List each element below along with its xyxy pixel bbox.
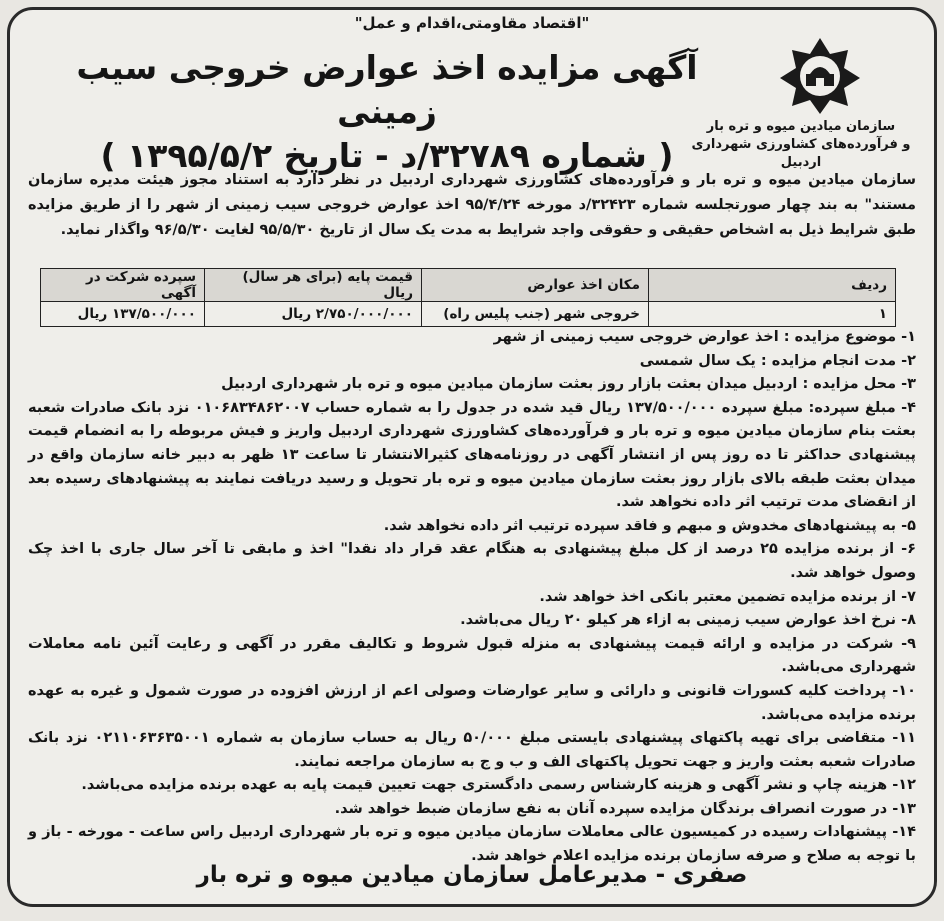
table-cell: ۲/۷۵۰/۰۰۰/۰۰۰ ریال xyxy=(205,302,422,327)
org-line-1: سازمان میادین میوه و تره بار xyxy=(706,119,896,134)
condition-item: ۱- موضوع مزایده : اخذ عوارض خروجی سیب زمینی از شهر xyxy=(493,329,916,345)
org-line-2: و فرآورده‌های کشاورزی شهرداری اردبیل xyxy=(691,137,911,170)
condition-item: ۲- مدت انجام مزایده : یک سال شمسی xyxy=(639,352,916,369)
table-cell: خروجی شهر (جنب پلیس راه) xyxy=(422,302,649,327)
organization-name xyxy=(686,118,916,172)
condition-item: ۱۴- پیشنهادات رسیده در کمیسیون عالی معاملات سازمان میادین میوه و تره بار شهرداری اردبیل راس ساعت - مورخه - باز و با توجه به صلاح و صرفه سازمان برنده مزایده اعلام خواهد شد. xyxy=(28,824,916,865)
condition-item: ۵- به پیشنهادهای مخدوش و مبهم و فاقد سپرده ترتیب اثر داده نخواهد شد. xyxy=(383,517,916,534)
condition-item: ۱۰- پرداخت کلیه کسورات قانونی و دارائی و سایر عوارضات وصولی اعم از ارزش افزوده در صورت شمول و غیره به عهده برنده مزایده می‌باشد. xyxy=(28,682,916,723)
city-emblem-icon xyxy=(776,36,864,116)
condition-item: ۷- از برنده مزایده تضمین معتبر بانکی اخذ خواهد شد. xyxy=(539,588,916,605)
table-header-row xyxy=(41,269,896,302)
slogan: "اقتصاد مقاومتی،اقدام و عمل" xyxy=(354,14,590,32)
table-cell: ۱۳۷/۵۰۰/۰۰۰ ریال xyxy=(41,302,205,327)
table-header: سپرده شرکت در آگهی xyxy=(41,269,205,302)
conditions-list xyxy=(28,326,916,869)
table-header: مکان اخذ عوارض xyxy=(422,269,649,302)
condition-item: ۱۱- متقاضی برای تهیه پاکتهای پیشنهادی بایستی مبلغ ۵۰/۰۰۰ ریال به حساب سازمان به شماره ۰۲۱۱۰۶۳۶۳۵۰۰۱ نزد بانک صادرات شعبه بعثت واریز و جهت تحویل پاکتهای الف و ب و ج به سازمان مراجعه نمایند. xyxy=(28,730,916,770)
table-header: قیمت پایه (برای هر سال) ریال xyxy=(205,269,422,302)
auction-table xyxy=(40,268,896,327)
auction-notice xyxy=(7,7,937,907)
table-cell: ۱ xyxy=(649,302,896,327)
condition-item: ۱۳- در صورت انصراف برندگان مزایده سپرده آنان به نفع سازمان ضبط خواهد شد. xyxy=(334,800,916,817)
condition-item: ۳- محل مزایده : اردبیل میدان بعثت بازار روز بعثت سازمان میادین میوه و تره بار شهرداری اردبیل xyxy=(221,376,916,393)
table-header: ردیف xyxy=(649,269,896,302)
table-row xyxy=(41,302,896,327)
signature: صفری - مدیرعامل سازمان میادین میوه و تره بار xyxy=(196,862,748,888)
intro-paragraph: سازمان میادین میوه و تره بار و فرآورده‌های کشاورزی شهرداری اردبیل در نظر دارد به استناد مجوز هیئت مدیره سازمان مستند" به بند چهار صورتجلسه شماره ۳۲۴۲۳/د مورخه ۹۵/۴/۲۴ اخذ عوارض خروجی سیب زمینی از شهر را از طریق مزایده طبق شرایط ذیل به اشخاص حقیقی و حقوقی واجد شرایط به مدت یک سال از تاریخ ۹۵/۵/۳۰ لغایت ۹۶/۵/۳۰ واگذار نماید. xyxy=(28,172,916,238)
condition-item: ۶- از برنده مزایده ۲۵ درصد از کل مبلغ پیشنهادی به هنگام عقد قرار داد نقدا" اخذ و مابقی تا آخر سال جاری با اخذ چک وصول خواهد شد. xyxy=(28,541,916,581)
title-line-2: ( شماره ۳۲۷۸۹/د - تاریخ ۱۳۹۵/۵/۲ ) xyxy=(100,136,674,175)
condition-item: ۴- مبلغ سپرده: مبلغ سپرده ۱۳۷/۵۰۰/۰۰۰ ریال قید شده در جدول را به شماره حساب ۰۱۰۶۸۳۴۸۶۲۰۰۷ نزد بانک صادرات شعبه بعثت بنام سازمان میادین میوه و تره بار و فرآورده‌های کشاورزی شهرداری اردبیل واریز و فیش مربوطه را به انضمام قیمت پیشنهادی حداکثر تا ده روز پس از انتشار آگهی در روزنامه‌های کثیرالانتشار تا ساعت ۱۳ ظهر به دبیر خانه سازمان واقع در میدان بعثت طبقه بالای بازار روز بعثت سازمان میادین میوه و تره بار تحویل و رسید دریافت نمایند به پیشنهادهای رسیده بعد از انقضای مدت ترتیب اثر داده نخواهد شد. xyxy=(28,399,916,511)
condition-item: ۱۲- هزینه چاپ و نشر آگهی و هزینه کارشناس رسمی دادگستری جهت تعیین قیمت پایه به عهده برنده مزایده می‌باشد. xyxy=(81,777,916,794)
condition-item: ۹- شرکت در مزایده و ارائه قیمت پیشنهادی به منزله قبول شروط و تکالیف مقرر در آگهی و رعایت آئین نامه معاملات شهرداری می‌باشد. xyxy=(28,635,916,676)
condition-item: ۸- نرخ اخذ عوارض سیب زمینی به ازاء هر کیلو ۲۰ ریال می‌باشد. xyxy=(460,612,916,629)
title-line-1: آگهی مزایده اخذ عوارض خروجی سیب زمینی xyxy=(76,48,698,131)
notice-title xyxy=(70,46,704,178)
